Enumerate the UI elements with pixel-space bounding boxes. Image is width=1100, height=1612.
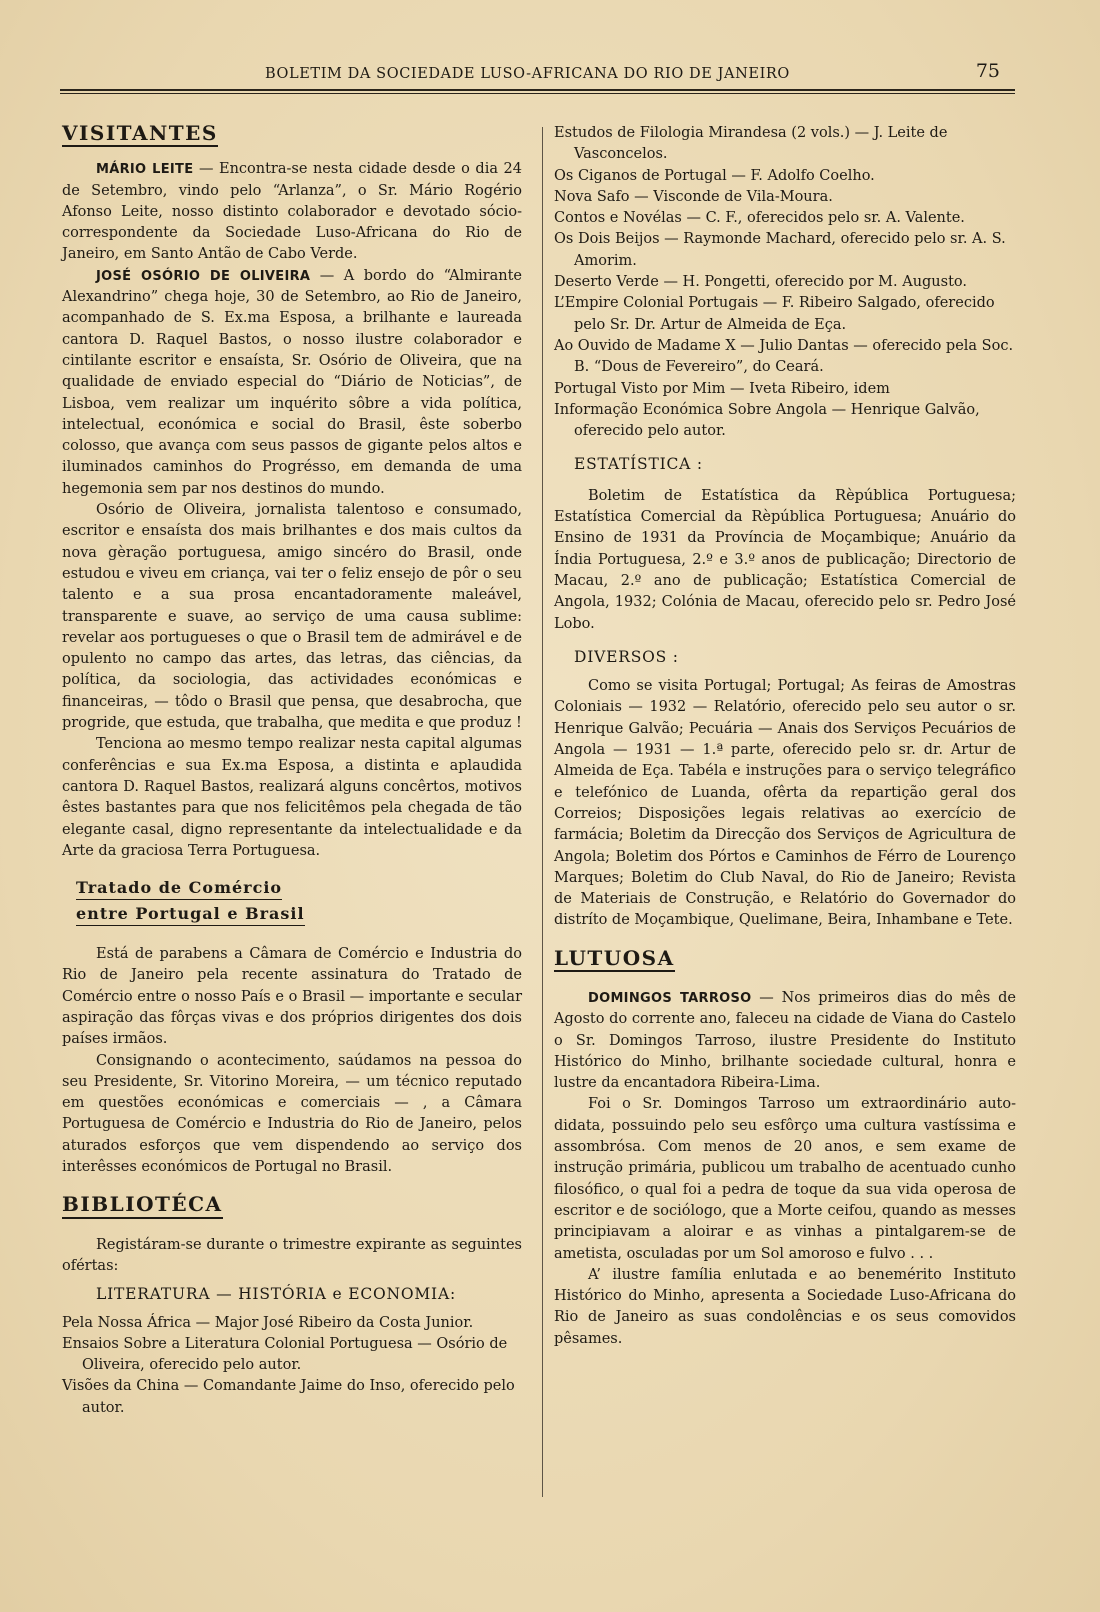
running-title: BOLETIM DA SOCIEDADE LUSO-AFRICANA DO RIO DE JANEIRO bbox=[265, 66, 790, 82]
subhead-estatistica: ESTATÍSTICA : bbox=[574, 455, 703, 474]
book-item: Nova Safo — Visconde de Vila-Moura. bbox=[554, 188, 833, 205]
header-rule bbox=[60, 89, 1015, 91]
biblioteca-intro: Registáram-se durante o trimestre expirante as seguintes ofértas: bbox=[62, 1236, 522, 1274]
section-title-visitantes: VISITANTES bbox=[62, 123, 218, 147]
page-number: 75 bbox=[975, 60, 1000, 82]
subhead-literatura: LITERATURA — HISTÓRIA e ECONOMIA: bbox=[96, 1285, 456, 1304]
person-name: MÁRIO LEITE bbox=[96, 162, 194, 178]
tratado-heading: Tratado de Comércio entre Portugal e Brasil bbox=[76, 876, 522, 928]
column-divider bbox=[542, 127, 543, 1497]
book-item: L’Empire Colonial Portugais — F. Ribeiro Salgado, oferecido pelo Sr. Dr. Artur de Almeida de Eça. bbox=[554, 295, 995, 333]
lutuosa-paragraph-1: DOMINGOS TARROSO — Nos primeiros dias do mês de Agosto do corrente ano, faleceu na cidade de Viana do Castelo o Sr. Domingos Tarroso, ilustre Presidente do Instituto Histórico do Minho, brilhante sociedade cultural, honra e lustre da encantadora Ribeira-Lima. bbox=[554, 989, 1016, 1092]
tratado-paragraph-2: Consignando o acontecimento, saúdamos na pessoa do seu Presidente, Sr. Vitorino Moreira, — um técnico reputado em questões económicas e comerciais — , a Câmara Portuguesa de Comércio e Industria do Rio de Janeiro, pelos aturados esforços que vem dispendendo ao serviço dos interêsses económicos de Portugal no Brasil. bbox=[62, 1052, 522, 1176]
right-column bbox=[554, 123, 1016, 1350]
page-header bbox=[60, 60, 1020, 88]
book-item: Os Ciganos de Portugal — F. Adolfo Coelho. bbox=[554, 167, 875, 184]
book-item: Portugal Visto por Mim — Iveta Ribeiro, idem bbox=[554, 380, 890, 397]
book-item: Estudos de Filologia Mirandesa (2 vols.) — J. Leite de Vasconcelos. bbox=[554, 125, 948, 163]
person-name: DOMINGOS TARROSO bbox=[588, 990, 752, 1006]
subhead-diversos: DIVERSOS : bbox=[574, 647, 679, 666]
visitantes-paragraph-2: JOSÉ OSÓRIO DE OLIVEIRA — A bordo do “Almirante Alexandrino” chega hoje, 30 de Setembro, ao Rio de Janeiro, acompanhado de S. Ex.ma Esposa, a brilhante e laureada cantora D. Raquel Bastos, o nosso ilustre colaborador e cintilante escritor e ensaísta, Sr. Osório de Oliveira, que na qualidade de enviado especial do “Diário de Noticias”, de Lisboa, vem realizar um inquérito sôbre a vida política, intelectual, económica e social do Brasil, êste soberbo colosso, que avança com seus passos de gigante pelos altos e iluminados caminhos do Progrésso, em demanda de uma hegemonia sem par nos destinos do mundo. bbox=[62, 267, 522, 497]
book-item: Contos e Novélas — C. F., oferecidos pelo sr. A. Valente. bbox=[554, 210, 965, 227]
book-item: Visões da China — Comandante Jaime do Inso, oferecido pelo autor. bbox=[62, 1378, 515, 1416]
book-list-left bbox=[62, 1313, 522, 1419]
lutuosa-paragraph-2: Foi o Sr. Domingos Tarroso um extraordinário auto-didata, possuindo pelo seu esfôrço uma cultura vastíssima e assombrósa. Com menos de 20 anos, e sem exame de instrução primária, publicou um trabalho de acentuado cunho filosófico, o qual foi a pedra de toque da sua vida operosa de escritor e de sociólogo, que a Morte ceifou, quando as messes principiavam a aloirar e as vinhas a pintalgarem-se de ametista, osculadas por um Sol amoroso e fulvo . . . bbox=[554, 1096, 1016, 1262]
visitantes-paragraph-4: Tenciona ao mesmo tempo realizar nesta capital algumas conferências e sua Ex.ma Esposa, a distinta e aplaudida cantora D. Raquel Bastos, realizará alguns concêrtos, motivos êstes bastantes para que nos felicitêmos pela chegada de tão elegante casal, digno representante da intelectualidade e da Arte da graciosa Terra Portuguesa. bbox=[62, 736, 522, 859]
visitantes-paragraph-1: MÁRIO LEITE — Encontra-se nesta cidade desde o dia 24 de Setembro, vindo pelo “Arlanza”, o Sr. Mário Rogério Afonso Leite, nosso distinto colaborador e devotado sócio-correspondente da Sociedade Luso-Africana do Rio de Janeiro, em Santo Antão de Cabo Verde. bbox=[62, 161, 522, 263]
person-name: JOSÉ OSÓRIO DE OLIVEIRA bbox=[96, 268, 311, 284]
lutuosa-paragraph-3: A’ ilustre família enlutada e ao benemérito Instituto Histórico do Minho, apresenta a Sociedade Luso-Africana do Rio de Janeiro as suas condolências e os seus comovidos pêsames. bbox=[554, 1266, 1016, 1347]
left-column bbox=[62, 123, 522, 1419]
book-item: Pela Nossa África — Major José Ribeiro da Costa Junior. bbox=[62, 1314, 474, 1331]
visitantes-paragraph-3: Osório de Oliveira, jornalista talentoso e consumado, escritor e ensaísta dos mais brilhantes e dos mais cultos da nova gèração portuguesa, amigo sincéro do Brasil, onde estudou e viveu em criança, vai ter o feliz ensejo de pôr o seu talento e a sua prosa encantadoramente maleável, transparente e suave, ao serviço de uma causa sublime: revelar aos portugueses o que o Brasil tem de admirável e de opulento no campo das artes, das letras, das ciências, da política, da sociologia, das actividades económicas e financeiras, — tôdo o Brasil que pensa, que desabrocha, que progride, que estuda, que trabalha, que medita e que produz ! bbox=[62, 502, 522, 732]
book-item: Informação Económica Sobre Angola — Henrique Galvão, oferecido pelo autor. bbox=[554, 401, 980, 440]
book-item: Ensaios Sobre a Literatura Colonial Portuguesa — Osório de Oliveira, oferecido pelo autor. bbox=[62, 1335, 508, 1374]
book-item: Deserto Verde — H. Pongetti, oferecido por M. Augusto. bbox=[554, 274, 968, 291]
header-rule-thin bbox=[60, 93, 1015, 94]
estatistica-paragraph: Boletim de Estatística da Rèpública Portuguesa; Estatística Comercial da Rèpública Portuguesa; Anuário do Ensino de 1931 da Província de Moçambique; Anuário da Índia Portuguesa, 2.º e 3.º anos de publicação; Directorio de Macau, 2.º ano de publicação; Estatística Comercial de Angola, 1932; Colónia de Macau, oferecido pelo sr. Pedro José Lobo. bbox=[554, 487, 1016, 632]
book-item: Ao Ouvido de Madame X — Julio Dantas — oferecido pela Soc. B. “Dous de Fevereiro”, do Ceará. bbox=[554, 337, 1014, 376]
book-item: Os Dois Beijos — Raymonde Machard, oferecido pelo sr. A. S. Amorim. bbox=[554, 231, 1006, 269]
section-title-biblioteca: BIBLIOTÉCA bbox=[62, 1194, 223, 1218]
diversos-paragraph: Como se visita Portugal; Portugal; As feiras de Amostras Coloniais — 1932 — Relatório, oferecido pelo seu autor o sr. Henrique Galvão; Pecuária — Anais dos Serviços Pecuários de Angola — 1931 — 1.ª parte, oferecido pelo sr. dr. Artur de Almeida de Eça. Tabéla e instruções para o serviço telegráfico e telefónico de Luanda, ofêrta da repartição geral dos Correios; Disposições legais relativas ao exercício de farmácia; Boletim da Direcção dos Serviços de Agricultura de Angola; Boletim dos Pórtos e Caminhos de Férro de Lourenço Marques; Boletim do Club Naval, do Rio de Janeiro; Revista de Materiais de Construção, e Relatório do Governador do distríto de Moçambique, Quelimane, Beira, Inhambane e Tete. bbox=[554, 678, 1016, 929]
tratado-paragraph-1: Está de parabens a Câmara de Comércio e Industria do Rio de Janeiro pela recente assinatura do Tratado de Comércio entre o nosso País e o Brasil — importante e secular aspiração das fôrças vivas e dos próprios dirigentes dos dois países irmãos. bbox=[62, 946, 522, 1048]
section-title-lutuosa: LUTUOSA bbox=[554, 948, 675, 972]
book-list-right bbox=[554, 123, 1016, 442]
